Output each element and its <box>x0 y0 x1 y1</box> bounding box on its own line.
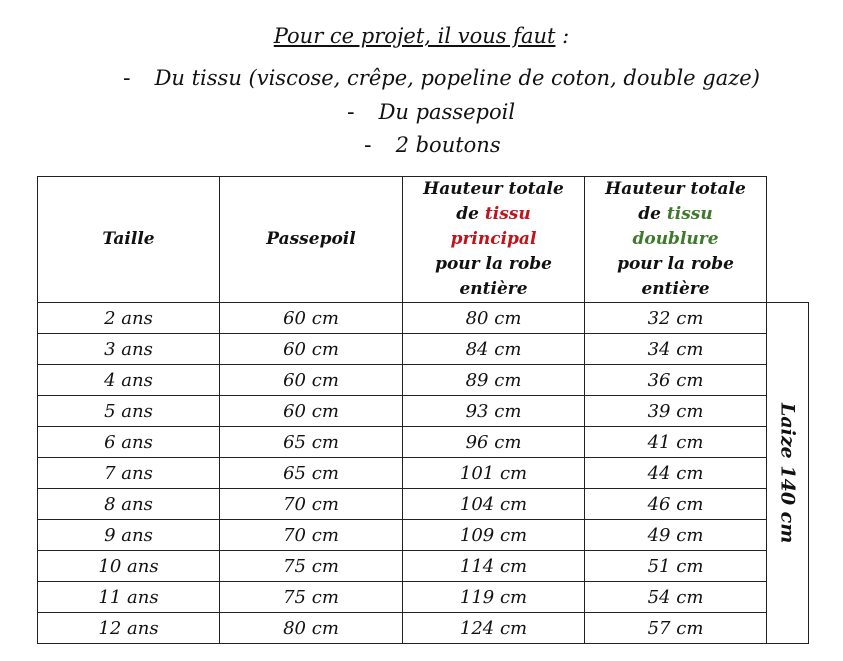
cell-principal: 84 cm <box>403 334 585 365</box>
cell-passepoil: 65 cm <box>220 427 403 458</box>
header-de: de <box>456 204 479 224</box>
cell-principal: 80 cm <box>403 303 585 334</box>
list-item-text: Du tissu (viscose, crêpe, popeline de coton, double gaze) <box>154 66 760 90</box>
cell-doublure: 41 cm <box>585 427 767 458</box>
laize-label: Laize 140 cm <box>776 402 799 544</box>
cell-taille: 6 ans <box>38 427 220 458</box>
cell-doublure: 54 cm <box>585 582 767 613</box>
cell-principal: 104 cm <box>403 489 585 520</box>
table-row <box>38 427 809 458</box>
header-line: pour la robe <box>617 254 734 274</box>
cell-passepoil: 60 cm <box>220 334 403 365</box>
cell-taille: 4 ans <box>38 365 220 396</box>
list-item-text: 2 boutons <box>395 133 501 157</box>
header-line <box>403 202 584 227</box>
cell-passepoil: 70 cm <box>220 489 403 520</box>
cell-passepoil: 60 cm <box>220 365 403 396</box>
cell-taille: 8 ans <box>38 489 220 520</box>
cell-principal: 89 cm <box>403 365 585 396</box>
title-text: Pour ce projet, il vous faut <box>273 24 556 48</box>
cell-principal: 101 cm <box>403 458 585 489</box>
laize-cell <box>767 303 809 644</box>
cell-passepoil: 75 cm <box>220 551 403 582</box>
table-row <box>38 458 809 489</box>
cell-taille: 10 ans <box>38 551 220 582</box>
cell-passepoil: 60 cm <box>220 396 403 427</box>
size-table <box>37 176 809 644</box>
cell-principal: 93 cm <box>403 396 585 427</box>
table-row <box>38 303 809 334</box>
bullet-dash: - <box>123 66 131 90</box>
cell-doublure: 51 cm <box>585 551 767 582</box>
cell-taille: 3 ans <box>38 334 220 365</box>
table-row <box>38 613 809 644</box>
header-empty-corner <box>767 177 809 303</box>
cell-doublure: 57 cm <box>585 613 767 644</box>
cell-doublure: 46 cm <box>585 489 767 520</box>
cell-principal: 109 cm <box>403 520 585 551</box>
cell-taille: 5 ans <box>38 396 220 427</box>
header-line: entière <box>459 279 528 299</box>
cell-doublure: 49 cm <box>585 520 767 551</box>
list-item <box>347 100 515 124</box>
header-line: entière <box>641 279 710 299</box>
cell-principal: 96 cm <box>403 427 585 458</box>
cell-doublure: 44 cm <box>585 458 767 489</box>
cell-doublure: 32 cm <box>585 303 767 334</box>
table-row <box>38 396 809 427</box>
header-principal: principal <box>450 229 537 249</box>
cell-taille: 11 ans <box>38 582 220 613</box>
table-row <box>38 520 809 551</box>
list-item <box>364 133 501 157</box>
table-header-row <box>38 177 809 303</box>
cell-principal: 114 cm <box>403 551 585 582</box>
cell-principal: 119 cm <box>403 582 585 613</box>
cell-taille: 7 ans <box>38 458 220 489</box>
header-tissu: tissu <box>666 204 713 224</box>
table-row <box>38 551 809 582</box>
bullet-dash: - <box>364 133 372 157</box>
table-row <box>38 365 809 396</box>
header-line <box>585 202 766 227</box>
header-taille: Taille <box>38 177 220 303</box>
cell-passepoil: 60 cm <box>220 303 403 334</box>
cell-passepoil: 80 cm <box>220 613 403 644</box>
cell-passepoil: 70 cm <box>220 520 403 551</box>
header-passepoil: Passepoil <box>220 177 403 303</box>
list-item-text: Du passepoil <box>378 100 516 124</box>
cell-principal: 124 cm <box>403 613 585 644</box>
cell-doublure: 36 cm <box>585 365 767 396</box>
header-line: Hauteur totale <box>605 179 746 199</box>
header-doublure: doublure <box>632 229 719 249</box>
title-colon: : <box>555 24 570 48</box>
cell-doublure: 34 cm <box>585 334 767 365</box>
cell-passepoil: 65 cm <box>220 458 403 489</box>
cell-passepoil: 75 cm <box>220 582 403 613</box>
header-tissu-doublure <box>585 177 767 303</box>
header-de: de <box>638 204 661 224</box>
header-line: pour la robe <box>435 254 552 274</box>
cell-taille: 12 ans <box>38 613 220 644</box>
table-row <box>38 334 809 365</box>
header-line: Hauteur totale <box>423 179 564 199</box>
cell-taille: 2 ans <box>38 303 220 334</box>
list-item <box>123 66 760 90</box>
table-row <box>38 582 809 613</box>
header-tissu-principal <box>403 177 585 303</box>
page-title <box>0 24 843 48</box>
header-tissu: tissu <box>484 204 531 224</box>
cell-taille: 9 ans <box>38 520 220 551</box>
bullet-dash: - <box>347 100 355 124</box>
table-row <box>38 489 809 520</box>
cell-doublure: 39 cm <box>585 396 767 427</box>
